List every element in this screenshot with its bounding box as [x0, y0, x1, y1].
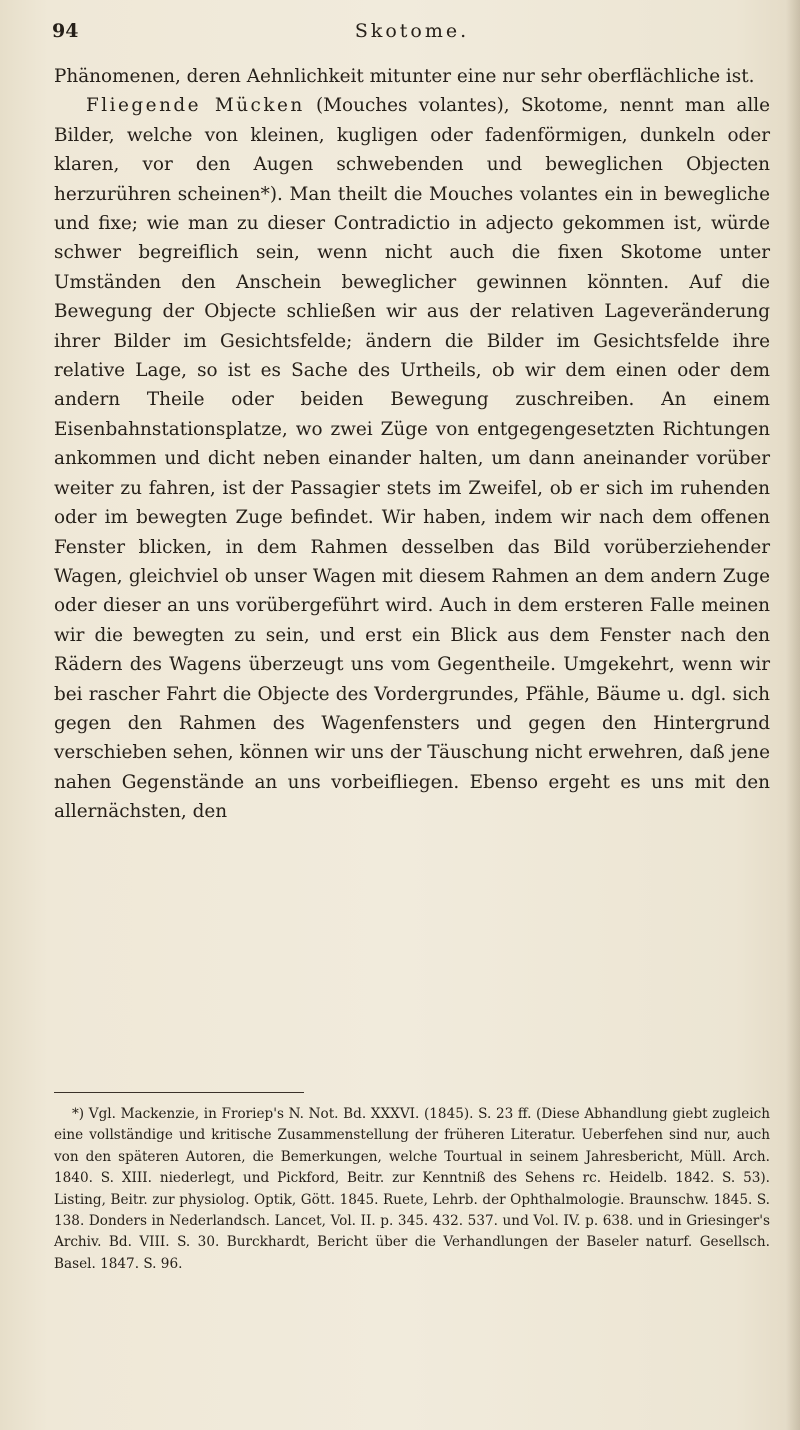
footnote: [54, 1104, 770, 1275]
main-text: [54, 62, 770, 827]
footnote-divider: [54, 1092, 304, 1093]
paragraph-2: [54, 91, 770, 826]
page-edge-shadow: [786, 0, 800, 1430]
running-head: Skotome.: [354, 20, 470, 42]
paragraph-2-text: (Mouches volantes), Skotome, nennt man alle Bilder, welche von kleinen, kugligen oder fadenförmigen, dunkeln oder klaren, vor den Augen schwebenden und beweglichen Objecten herzurühren scheinen*). Man theilt die Mouches volantes ein in bewegliche und fixe; wie man zu dieser Contradictio in adjecto gekommen ist, würde schwer begreiflich sein, wenn nicht auch die fixen Skotome unter Umständen den Anschein beweglicher gewinnen könnten. Auf die Bewegung der Objecte schließen wir aus der relativen Lageveränderung ihrer Bilder im Gesichtsfelde; ändern die Bilder im Gesichtsfelde ihre relative Lage, so ist es Sache des Urtheils, ob wir dem einen oder dem andern Theile oder beiden Bewegung zuschreiben. An einem Eisenbahnstationsplatze, wo zwei Züge von entgegengesetzten Richtungen ankommen und dicht neben einander halten, um dann aneinander vorüber weiter zu fahren, ist der Passagier stets im Zweifel, ob er sich im ruhenden oder im bewegten Zuge befindet. Wir haben, indem wir nach dem offenen Fenster blicken, in dem Rahmen desselben das Bild vorüberziehender Wagen, gleichviel ob unser Wagen mit diesem Rahmen an dem andern Zuge oder dieser an uns vorübergeführt wird. Auch in dem ersteren Falle meinen wir die bewegten zu sein, und erst ein Blick aus dem Fenster nach den Rädern des Wagens überzeugt uns vom Gegentheile. Umgekehrt, wenn wir bei rascher Fahrt die Objecte des Vordergrundes, Pfähle, Bäume u. dgl. sich gegen den Rahmen des Wagenfensters und gegen den Hintergrund verschieben sehen, können wir uns der Täuschung nicht erwehren, daß jene nahen Gegenstände an uns vorbeifliegen. Ebenso ergeht es uns mit den allernächsten, den: [54, 95, 770, 823]
paragraph-2-lead-term: Fliegende Mücken: [86, 95, 305, 117]
page-header: [52, 20, 772, 50]
footnote-text: *) Vgl. Mackenzie, in Froriep's N. Not. Bd. XXXVI. (1845). S. 23 ff. (Diese Abhandlung giebt zugleich eine vollständige und kritische Zusammenstellung der früheren Literatur. Ueberfehen sind nur, auch von den späteren Autoren, die Bemerkungen, welche Tourtual in seinem Jahresbericht, Müll. Arch. 1840. S. XIII. niederlegt, und Pickford, Beitr. zur Kenntniß des Sehens rc. Heidelb. 1842. S. 53). Listing, Beitr. zur physiolog. Optik, Gött. 1845. Ruete, Lehrb. der Ophthalmologie. Braunschw. 1845. S. 138. Donders in Nederlandsch. Lancet, Vol. II. p. 345. 432. 537. und Vol. IV. p. 638. und in Griesinger's Archiv. Bd. VIII. S. 30. Burckhardt, Bericht über die Verhandlungen der Baseler naturf. Gesellsch. Basel. 1847. S. 96.: [54, 1106, 770, 1272]
paragraph-1: Phänomenen, deren Aehnlichkeit mitunter eine nur sehr oberflächliche ist.: [54, 66, 755, 87]
page-number: 94: [52, 20, 79, 42]
